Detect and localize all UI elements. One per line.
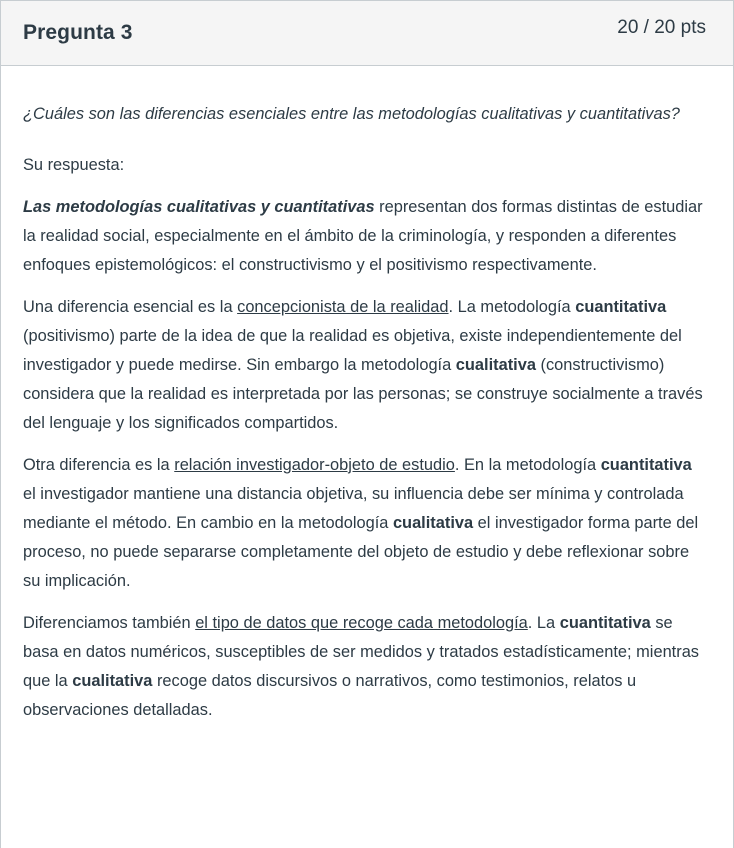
answer-p3-bold-1: cuantitativa bbox=[600, 456, 692, 474]
answer-p3-bold-2: cualitativa bbox=[392, 514, 474, 532]
question-points: 20 / 20 pts bbox=[617, 17, 706, 38]
answer-p2-bold-1: cuantitativa bbox=[575, 298, 667, 316]
answer-p4-text-3: se basa en datos numéricos, susceptibles de ser medidos y tratados estadísticamente; mientras que la bbox=[23, 614, 700, 690]
answer-p2-text-4: (constructivismo) considera que la realidad es interpretada por las personas; se construye socialmente a través del lenguaje y los significados compartidos. bbox=[23, 356, 703, 432]
answer-p1-text: representan dos formas distintas de estudiar la realidad social, especialmente en el ámbito de la criminología, y responden a diferentes enfoques epistemológicos: el constructivismo y el positivismo respectivamente. bbox=[23, 198, 703, 274]
answer-p3-text-4: el investigador forma parte del proceso, no puede separarse completamente del objeto de estudio y debe reflexionar sobre su implicación. bbox=[23, 514, 699, 590]
answer-p4-text-4: recoge datos discursivos o narrativos, como testimonios, relatos u observaciones detalladas. bbox=[23, 672, 637, 719]
answer-paragraph-2 bbox=[23, 293, 703, 438]
answer-p3-text-3: el investigador mantiene una distancia objetiva, su influencia debe ser mínima y controlada mediante el método. En cambio en la metodología bbox=[23, 485, 684, 532]
answer-p2-text-1: Una diferencia esencial es la bbox=[23, 298, 238, 316]
answer-p4-text-2: . La bbox=[527, 614, 560, 632]
answer-p4-bold-1: cuantitativa bbox=[559, 614, 651, 632]
answer-p4-underline: el tipo de datos que recoge cada metodología bbox=[195, 614, 528, 632]
answer-paragraph-4 bbox=[23, 609, 703, 725]
question-title: Pregunta 3 bbox=[23, 21, 133, 44]
answer-label: Su respuesta: bbox=[23, 156, 125, 174]
question-text: ¿Cuáles son las diferencias esenciales entre las metodologías cualitativas y cuantitativas? bbox=[23, 105, 680, 123]
answer-p3-text-2: . En la metodología bbox=[454, 456, 601, 474]
answer-p1-lead: Las metodologías cualitativas y cuantitativas bbox=[23, 198, 375, 216]
answer-p2-text-3: (positivismo) parte de la idea de que la realidad es objetiva, existe independientemente del investigador y puede medirse. Sin embargo la metodología bbox=[23, 327, 682, 374]
answer-p3-text-1: Otra diferencia es la bbox=[23, 456, 175, 474]
answer-p2-bold-2: cualitativa bbox=[455, 356, 536, 374]
answer-paragraph-1 bbox=[23, 193, 703, 280]
question-body bbox=[1, 66, 733, 725]
answer-p3-underline: relación investigador-objeto de estudio bbox=[174, 456, 455, 474]
answer-p2-text-2: . La metodología bbox=[448, 298, 576, 316]
question-header bbox=[1, 1, 733, 66]
answer-p4-text-1: Diferenciamos también bbox=[23, 614, 196, 632]
answer-p4-bold-2: cualitativa bbox=[72, 672, 153, 690]
answer-p2-underline: concepcionista de la realidad bbox=[237, 298, 449, 316]
answer-paragraph-3 bbox=[23, 451, 703, 596]
